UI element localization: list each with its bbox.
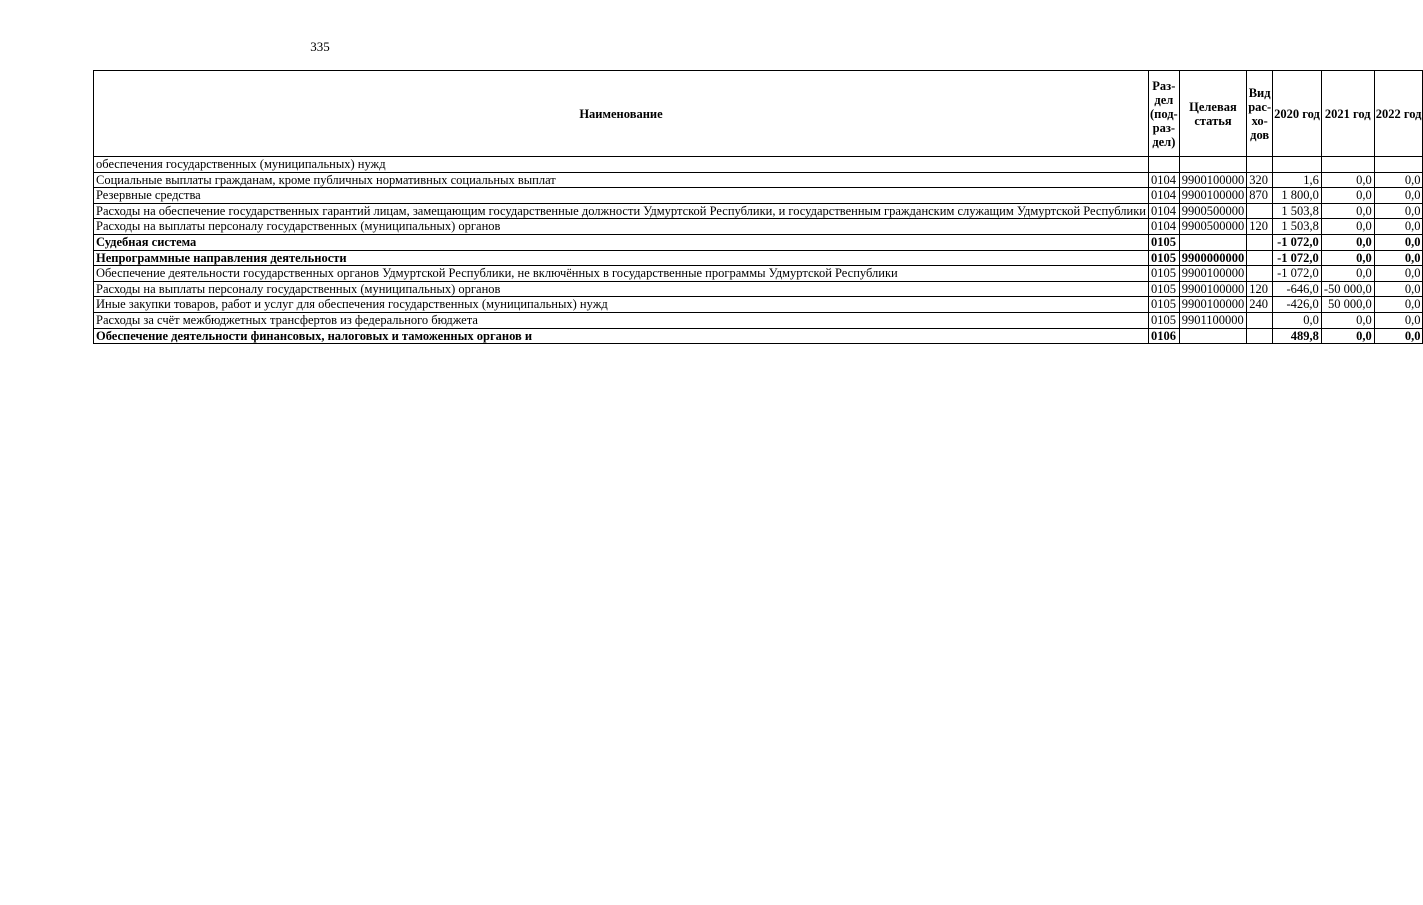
row-name: Обеспечение деятельности финансовых, налоговых и таможенных органов и [94, 328, 1149, 344]
row-target [1179, 234, 1247, 250]
row-section: 0105 [1148, 312, 1179, 328]
row-expense-type [1247, 312, 1273, 328]
header-row [94, 71, 1423, 157]
row-value-2020: 0,0 [1273, 312, 1322, 328]
header-name: Наименование [94, 71, 1149, 157]
table-row [94, 172, 1423, 188]
row-value-2021: 0,0 [1321, 219, 1374, 235]
header-target: Целевая статья [1179, 71, 1247, 157]
table-row [94, 203, 1423, 219]
row-target [1179, 328, 1247, 344]
row-value-2022: 0,0 [1374, 172, 1423, 188]
row-target: 9900100000 [1179, 188, 1247, 204]
row-name: Расходы за счёт межбюджетных трансфертов из федерального бюджета [94, 312, 1149, 328]
row-value-2021: 0,0 [1321, 266, 1374, 282]
row-section [1148, 157, 1179, 173]
page-number: 335 [310, 39, 330, 54]
row-target: 9900100000 [1179, 266, 1247, 282]
table-row [94, 219, 1423, 235]
row-value-2022: 0,0 [1374, 328, 1423, 344]
row-section: 0105 [1148, 266, 1179, 282]
budget-table [93, 70, 1423, 344]
row-target: 9900500000 [1179, 219, 1247, 235]
row-expense-type [1247, 203, 1273, 219]
row-section: 0104 [1148, 188, 1179, 204]
row-target: 9900500000 [1179, 203, 1247, 219]
row-value-2022: 0,0 [1374, 297, 1423, 313]
row-name: Расходы на выплаты персоналу государственных (муниципальных) органов [94, 219, 1149, 235]
row-value-2022 [1374, 157, 1423, 173]
row-section: 0105 [1148, 250, 1179, 266]
header-expense-type: Вид рас-хо-дов [1247, 71, 1273, 157]
row-section: 0105 [1148, 234, 1179, 250]
row-expense-type: 120 [1247, 219, 1273, 235]
row-value-2020 [1273, 157, 1322, 173]
row-target: 9900100000 [1179, 172, 1247, 188]
row-name: Расходы на обеспечение государственных гарантий лицам, замещающим государственные должности Удмуртской Республики, и государственным гражданским служащим Удмуртской Республики [94, 203, 1149, 219]
row-expense-type: 320 [1247, 172, 1273, 188]
table-row [94, 297, 1423, 313]
row-expense-type [1247, 328, 1273, 344]
row-value-2021: 0,0 [1321, 188, 1374, 204]
header-section: Раз-дел (под-раз-дел) [1148, 71, 1179, 157]
row-target: 9900100000 [1179, 281, 1247, 297]
row-name: Обеспечение деятельности государственных органов Удмуртской Республики, не включённых в государственные программы Удмуртской Республики [94, 266, 1149, 282]
table-row [94, 266, 1423, 282]
row-name: Социальные выплаты гражданам, кроме публичных нормативных социальных выплат [94, 172, 1149, 188]
row-value-2022: 0,0 [1374, 312, 1423, 328]
row-name: Судебная система [94, 234, 1149, 250]
row-target: 9900100000 [1179, 297, 1247, 313]
row-value-2022: 0,0 [1374, 281, 1423, 297]
row-expense-type: 120 [1247, 281, 1273, 297]
row-value-2021: 50 000,0 [1321, 297, 1374, 313]
row-name: Резервные средства [94, 188, 1149, 204]
row-value-2021: 0,0 [1321, 234, 1374, 250]
row-section: 0105 [1148, 281, 1179, 297]
row-section: 0104 [1148, 219, 1179, 235]
table-row [94, 312, 1423, 328]
row-value-2020: 1,6 [1273, 172, 1322, 188]
row-value-2020: -1 072,0 [1273, 234, 1322, 250]
row-value-2022: 0,0 [1374, 266, 1423, 282]
row-target [1179, 157, 1247, 173]
row-section: 0105 [1148, 297, 1179, 313]
table-row [94, 188, 1423, 204]
row-section: 0104 [1148, 203, 1179, 219]
row-expense-type [1247, 250, 1273, 266]
row-value-2021: 0,0 [1321, 312, 1374, 328]
header-2022: 2022 год [1374, 71, 1423, 157]
row-value-2020: -646,0 [1273, 281, 1322, 297]
row-section: 0106 [1148, 328, 1179, 344]
row-value-2020: 1 800,0 [1273, 188, 1322, 204]
row-name: Иные закупки товаров, работ и услуг для обеспечения государственных (муниципальных) нужд [94, 297, 1149, 313]
table-row [94, 281, 1423, 297]
header-2020: 2020 год [1273, 71, 1322, 157]
row-value-2022: 0,0 [1374, 188, 1423, 204]
row-value-2022: 0,0 [1374, 203, 1423, 219]
row-target: 9901100000 [1179, 312, 1247, 328]
row-value-2021 [1321, 157, 1374, 173]
row-value-2020: -426,0 [1273, 297, 1322, 313]
row-value-2021: 0,0 [1321, 328, 1374, 344]
row-value-2021: 0,0 [1321, 203, 1374, 219]
row-value-2020: 1 503,8 [1273, 203, 1322, 219]
table-row [94, 157, 1423, 173]
header-2021: 2021 год [1321, 71, 1374, 157]
row-value-2020: 1 503,8 [1273, 219, 1322, 235]
row-value-2022: 0,0 [1374, 219, 1423, 235]
table-row [94, 234, 1423, 250]
row-expense-type [1247, 157, 1273, 173]
row-expense-type: 870 [1247, 188, 1273, 204]
table-row [94, 250, 1423, 266]
row-expense-type [1247, 266, 1273, 282]
row-value-2022: 0,0 [1374, 250, 1423, 266]
row-value-2021: 0,0 [1321, 250, 1374, 266]
table-row [94, 328, 1423, 344]
row-name: обеспечения государственных (муниципальных) нужд [94, 157, 1149, 173]
row-value-2022: 0,0 [1374, 234, 1423, 250]
row-value-2020: 489,8 [1273, 328, 1322, 344]
row-target: 9900000000 [1179, 250, 1247, 266]
row-value-2020: -1 072,0 [1273, 250, 1322, 266]
row-expense-type [1247, 234, 1273, 250]
row-expense-type: 240 [1247, 297, 1273, 313]
row-value-2021: -50 000,0 [1321, 281, 1374, 297]
row-value-2020: -1 072,0 [1273, 266, 1322, 282]
row-value-2021: 0,0 [1321, 172, 1374, 188]
row-name: Расходы на выплаты персоналу государственных (муниципальных) органов [94, 281, 1149, 297]
row-section: 0104 [1148, 172, 1179, 188]
row-name: Непрограммные направления деятельности [94, 250, 1149, 266]
